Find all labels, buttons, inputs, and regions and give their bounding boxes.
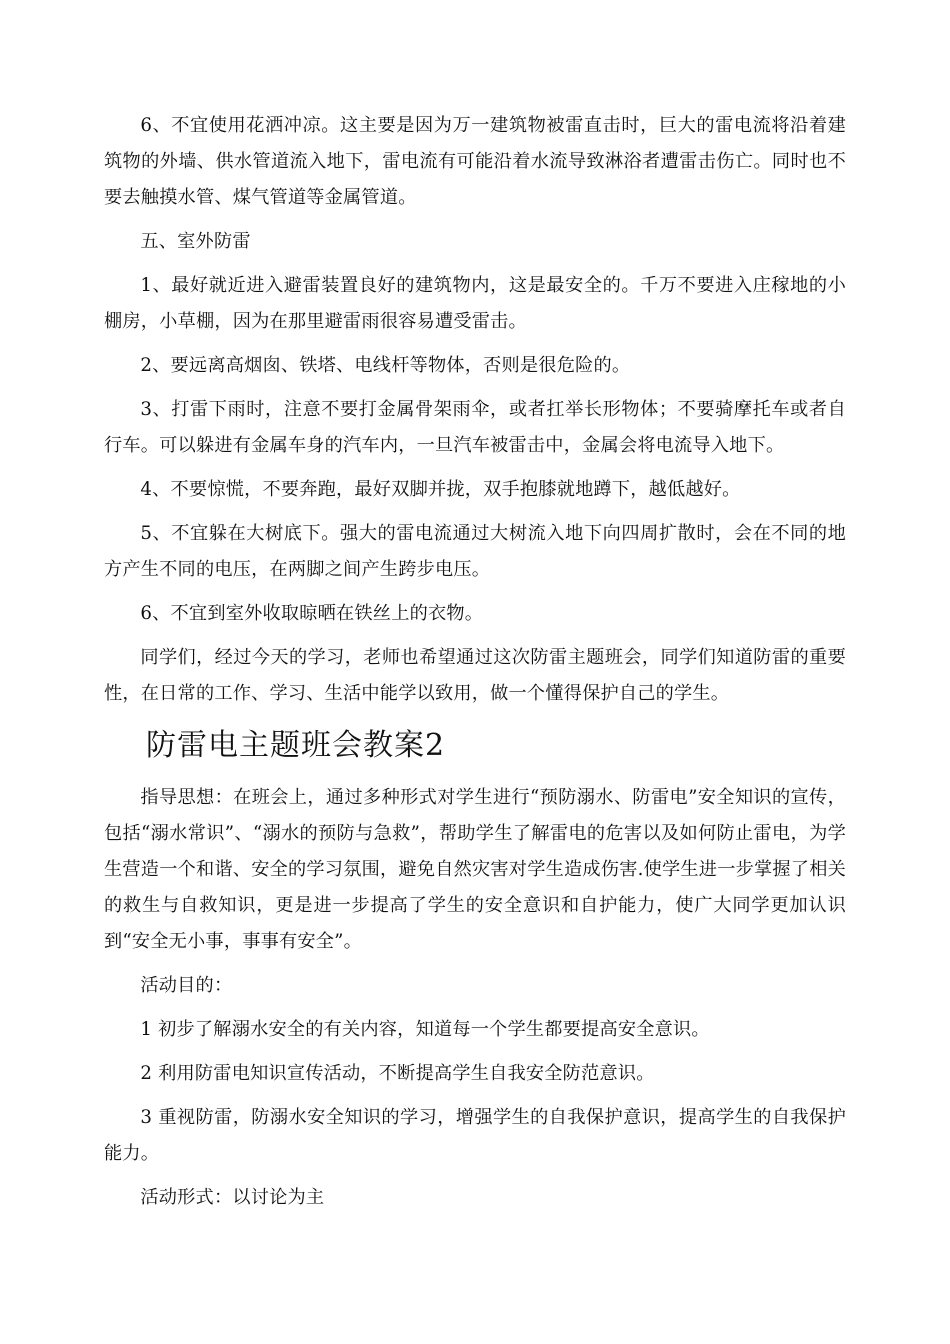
paragraph-outdoor-3: 3、打雷下雨时，注意不要打金属骨架雨伞，或者扛举长形物体；不要骑摩托车或者自行车。可以躲进有金属车身的汽车内，一旦汽车被雷击中，金属会将电流导入地下。 [104,399,846,456]
section-heading-outdoor: 五、室外防雷 [140,231,251,252]
lesson-plan-2-title: 防雷电主题班会教案2 [146,728,446,763]
paragraph-guiding-idea: 指导思想：在班会上，通过多种形式对学生进行“预防溺水、防雷电”安全知识的宣传，包括“溺水常识”、“溺水的预防与急救”，帮助学生了解雷电的危害以及如何防止雷电，为学生营造一个和谐、安全的学习氛围，避免自然灾害对学生造成伤害.使学生进一步掌握了相关的救生与自救知识，更是进一步提高了学生的安全意识和自护能力，使广大同学更加认识到“安全无小事，事事有安全”。 [104,787,846,952]
paragraph-outdoor-1: 1、最好就近进入避雷装置良好的建筑物内，这是最安全的。千万不要进入庄稼地的小棚房，小草棚，因为在那里避雷雨很容易遭受雷击。 [104,275,846,332]
paragraph-purpose-2: 2 利用防雷电知识宣传活动，不断提高学生自我安全防范意识。 [140,1063,655,1084]
paragraph-purpose-3: 3 重视防雷，防溺水安全知识的学习，增强学生的自我保护意识，提高学生的自我保护能力。 [104,1107,846,1164]
paragraph-purpose-1: 1 初步了解溺水安全的有关内容，知道每一个学生都要提高安全意识。 [140,1019,710,1040]
paragraph-outdoor-2: 2、要远离高烟囱、铁塔、电线杆等物体，否则是很危险的。 [140,355,631,376]
document-page [104,108,846,1216]
paragraph-closing: 同学们，经过今天的学习，老师也希望通过这次防雷主题班会，同学们知道防雷的重要性，在日常的工作、学习、生活中能学以致用，做一个懂得保护自己的学生。 [104,647,846,704]
paragraph-activity-purpose-label: 活动目的： [140,975,233,996]
paragraph-indoor-6: 6、不宜使用花洒冲凉。这主要是因为万一建筑物被雷直击时，巨大的雷电流将沿着建筑物的外墙、供水管道流入地下，雷电流有可能沿着水流导致淋浴者遭雷击伤亡。同时也不要去触摸水管、煤气管道等金属管道。 [104,115,846,208]
paragraph-outdoor-5: 5、不宜躲在大树底下。强大的雷电流通过大树流入地下向四周扩散时，会在不同的地方产生不同的电压，在两脚之间产生跨步电压。 [104,523,846,580]
paragraph-activity-form: 活动形式：以讨论为主 [140,1187,325,1208]
paragraph-outdoor-6: 6、不宜到室外收取晾晒在铁丝上的衣物。 [140,603,484,624]
paragraph-outdoor-4: 4、不要惊慌，不要奔跑，最好双脚并拢，双手抱膝就地蹲下，越低越好。 [140,479,741,500]
